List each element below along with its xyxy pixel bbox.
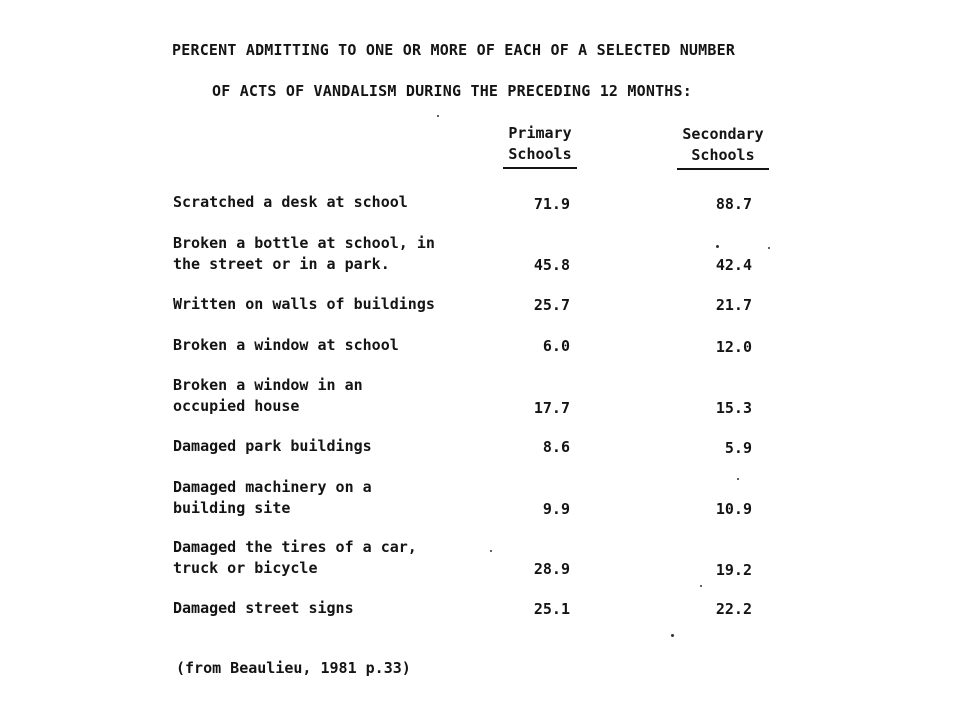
- row-label: Written on walls of buildings: [173, 295, 435, 313]
- primary-value: 6.0: [542, 337, 570, 355]
- scan-speck: [768, 247, 770, 249]
- row-label: Broken a window in an occupied house: [173, 376, 363, 415]
- primary-value: 28.9: [533, 560, 570, 578]
- scan-speck: [716, 245, 719, 248]
- primary-value: 8.6: [542, 438, 570, 456]
- primary-value: 25.1: [533, 600, 570, 618]
- primary-value: 9.9: [542, 500, 570, 518]
- scan-speck: [437, 115, 439, 117]
- column-header-primary-underline: [503, 167, 577, 169]
- secondary-value: 88.7: [715, 195, 752, 213]
- secondary-value: 12.0: [715, 338, 752, 356]
- column-header-primary-schools: [500, 123, 580, 169]
- column-header-secondary-underline: [677, 168, 769, 170]
- column-header-secondary-schools: [670, 124, 776, 170]
- secondary-value: 15.3: [715, 399, 752, 417]
- primary-value: 71.9: [533, 195, 570, 213]
- row-label: Damaged street signs: [173, 599, 354, 617]
- source-citation: (from Beaulieu, 1981 p.33): [176, 659, 411, 677]
- document-title-line-2: OF ACTS OF VANDALISM DURING THE PRECEDING 12 MONTHS:: [212, 82, 692, 100]
- scan-speck: [700, 585, 702, 587]
- primary-value: 25.7: [533, 296, 570, 314]
- document-title-line-1: PERCENT ADMITTING TO ONE OR MORE OF EACH OF A SELECTED NUMBER: [172, 41, 736, 59]
- row-label: Broken a bottle at school, in the street or in a park.: [173, 234, 435, 273]
- secondary-value: 21.7: [715, 296, 752, 314]
- column-header-secondary-line-2: Schools: [691, 146, 755, 164]
- secondary-value: 19.2: [715, 561, 752, 579]
- scan-speck: [737, 478, 739, 480]
- secondary-value: 10.9: [715, 500, 752, 518]
- column-header-primary-line-1: Primary: [508, 124, 572, 142]
- row-label: Scratched a desk at school: [173, 193, 408, 211]
- secondary-value: 42.4: [715, 256, 752, 274]
- row-label: Damaged machinery on a building site: [173, 478, 372, 517]
- column-header-secondary-line-1: Secondary: [682, 125, 764, 143]
- column-header-primary-line-2: Schools: [508, 145, 572, 163]
- row-label: Broken a window at school: [173, 336, 399, 354]
- secondary-value: 22.2: [715, 600, 752, 618]
- primary-value: 17.7: [533, 399, 570, 417]
- scan-speck: [671, 634, 674, 637]
- primary-value: 45.8: [533, 256, 570, 274]
- secondary-value: 5.9: [724, 439, 752, 457]
- row-label: Damaged park buildings: [173, 437, 372, 455]
- scan-speck: [490, 550, 492, 552]
- row-label: Damaged the tires of a car, truck or bicycle: [173, 538, 417, 577]
